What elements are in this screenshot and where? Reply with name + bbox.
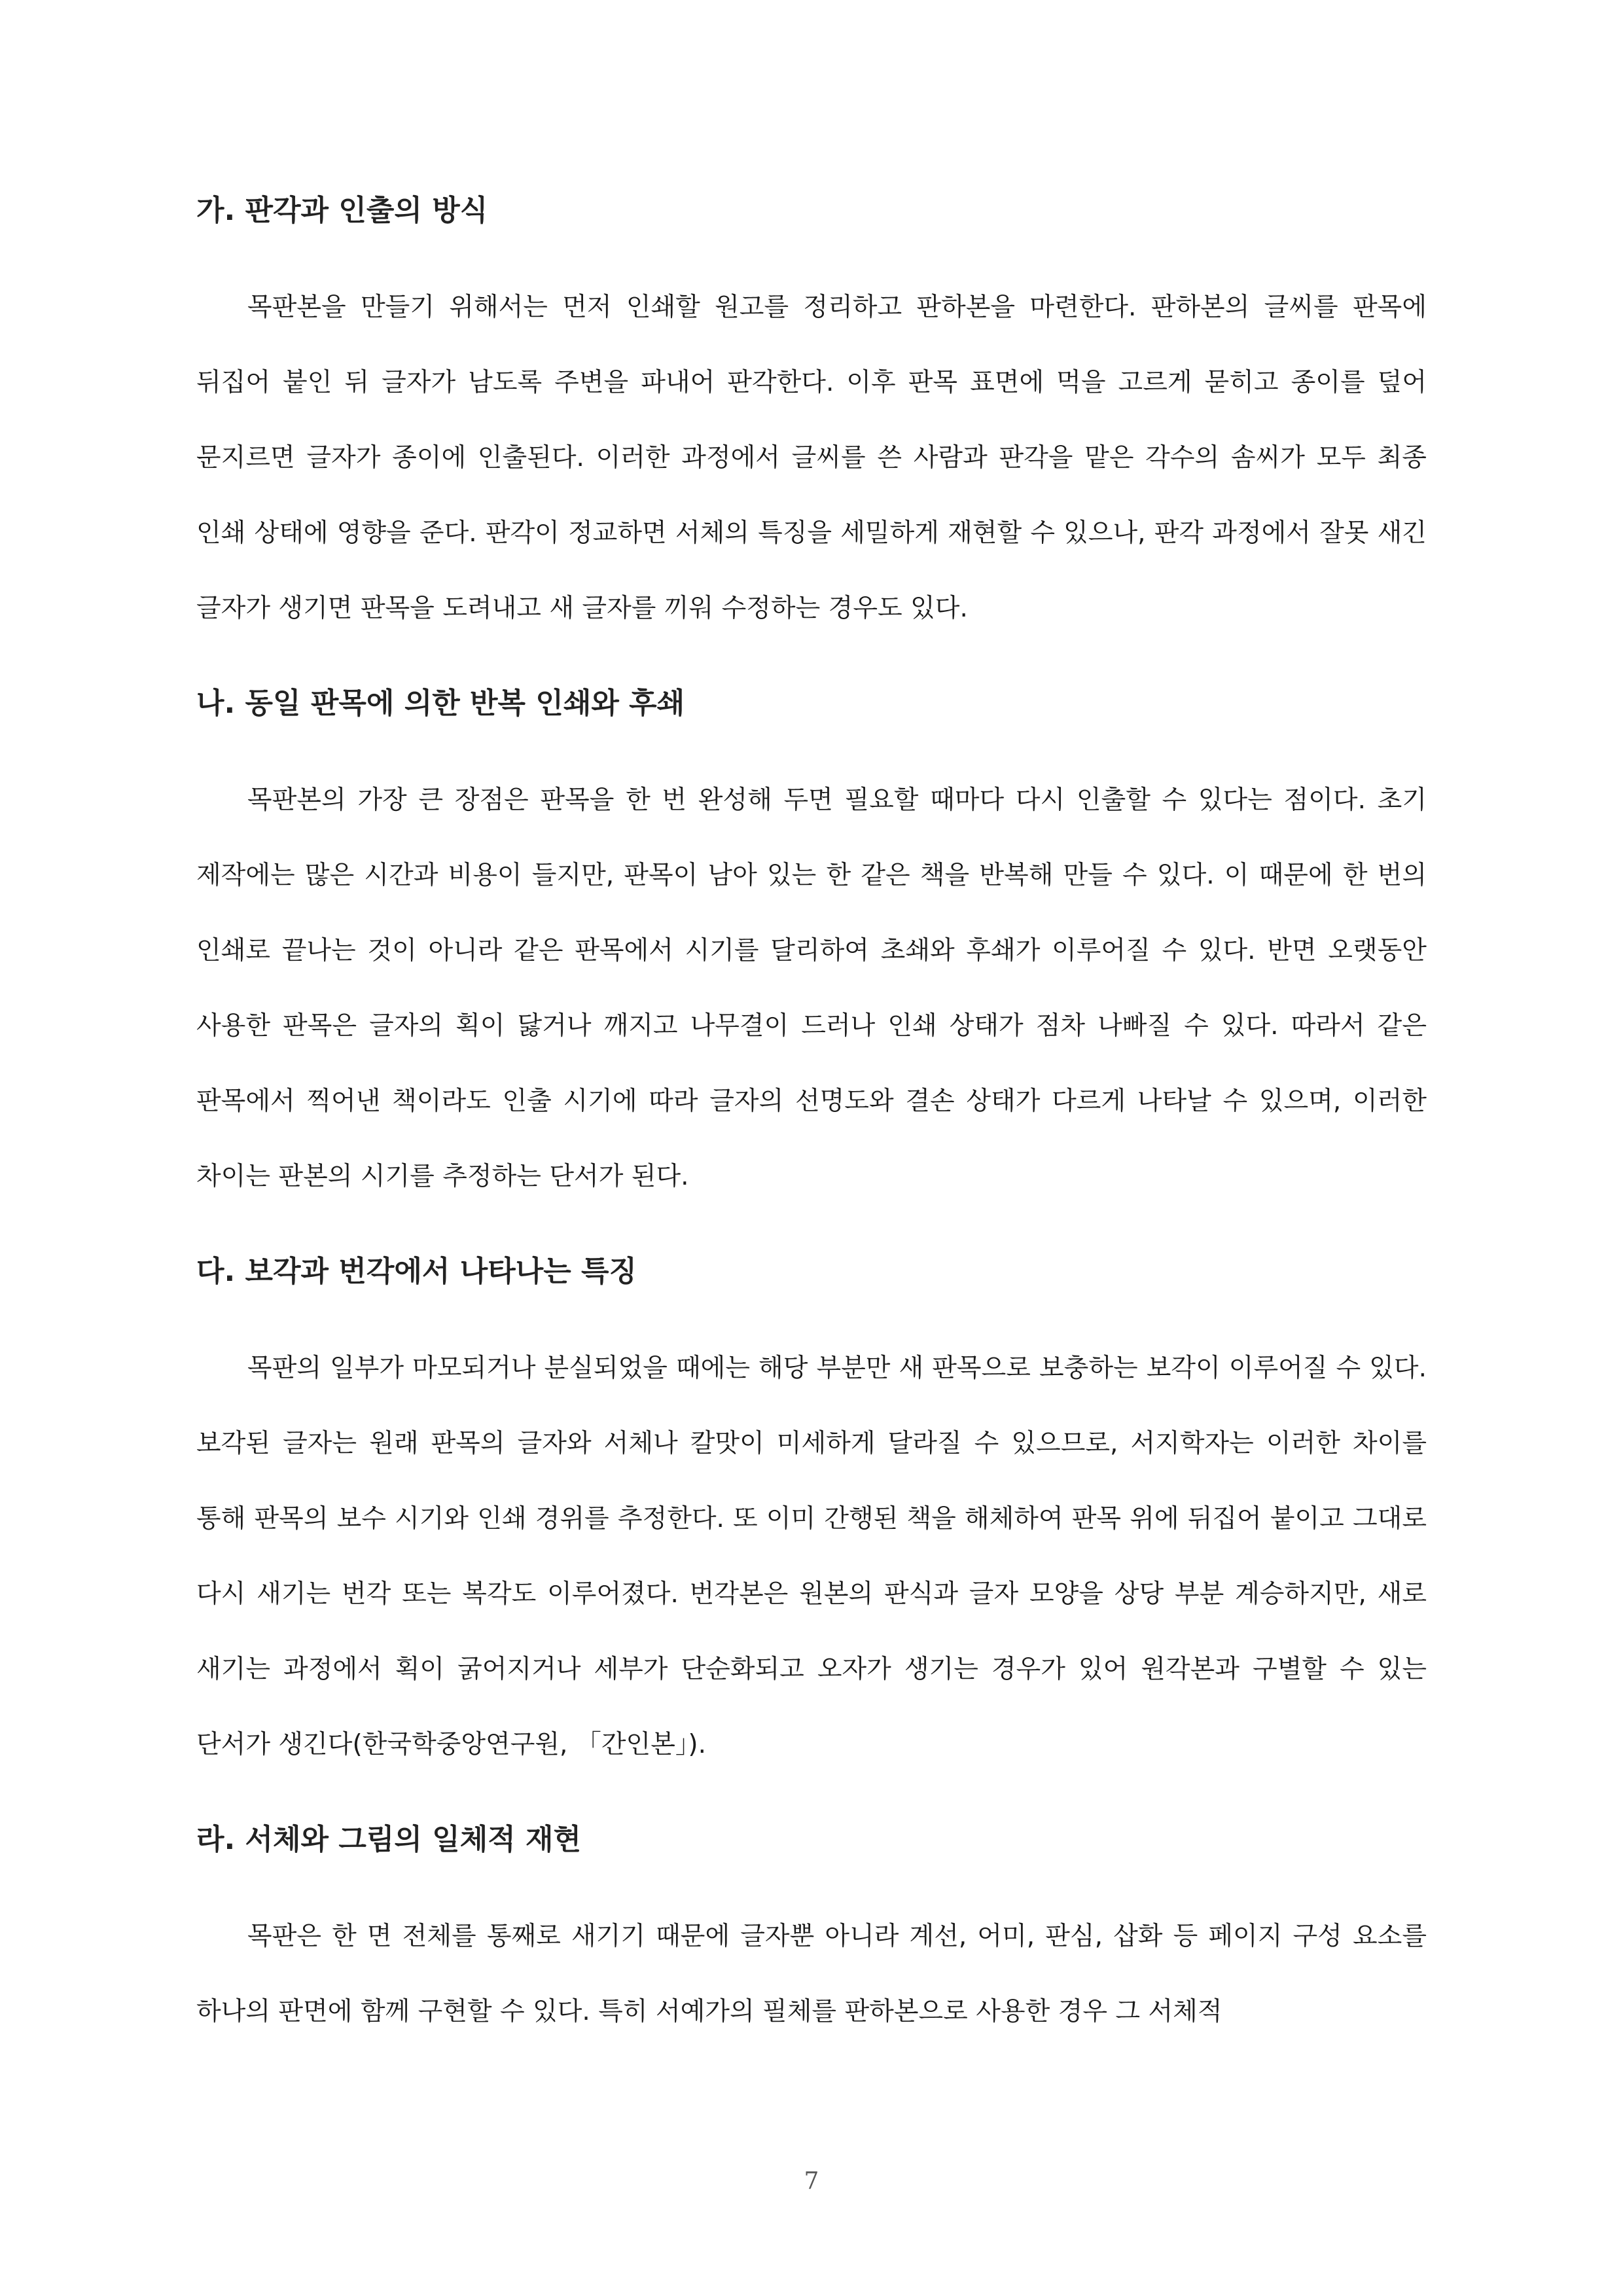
section-paragraph-ga: 목판본을 만들기 위해서는 먼저 인쇄할 원고를 정리하고 판하본을 마련한다. 판하본의 글씨를 판목에 뒤집어 붙인 뒤 글자가 남도록 주변을 파내어 판각한다. 이후 판목 표면에 먹을 고르게 묻히고 종이를 덮어 문지르면 글자가 종이에 인출된다. 이러한 과정에서 글씨를 쓴 사람과 판각을 맡은 각수의 솜씨가 모두 최종 인쇄 상태에 영향을 준다. 판각이 정교하면 서체의 특징을 세밀하게 재현할 수 있으나, 판각 과정에서 잘못 새긴 글자가 생기면 판목을 도려내고 새 글자를 끼워 수정하는 경우도 있다.	[196, 293, 1427, 623]
section-heading-ra: 라. 서체와 그림의 일체적 재현	[196, 1823, 582, 1856]
section-heading-da: 다. 보각과 번각에서 나타나는 특징	[196, 1255, 637, 1288]
section-paragraph-na: 목판본의 가장 큰 장점은 판목을 한 번 완성해 두면 필요할 때마다 다시 인출할 수 있다는 점이다. 초기 제작에는 많은 시간과 비용이 들지만, 판목이 남아 있는 한 같은 책을 반복해 만들 수 있다. 이 때문에 한 번의 인쇄로 끝나는 것이 아니라 같은 판목에서 시기를 달리하여 초쇄와 후쇄가 이루어질 수 있다. 반면 오랫동안 사용한 판목은 글자의 획이 닳거나 깨지고 나무결이 드러나 인쇄 상태가 점차 나빠질 수 있다. 따라서 같은 판목에서 찍어낸 책이라도 인출 시기에 따라 글자의 선명도와 결손 상태가 다르게 나타날 수 있으며, 이러한 차이는 판본의 시기를 추정하는 단서가 된다.	[196, 785, 1427, 1191]
section-paragraph-ra: 목판은 한 면 전체를 통째로 새기기 때문에 글자뿐 아니라 계선, 어미, 판심, 삽화 등 페이지 구성 요소를 하나의 판면에 함께 구현할 수 있다. 특히 서예가의 필체를 판하본으로 사용한 경우 그 서체적	[196, 1922, 1427, 2026]
section-paragraph-da: 목판의 일부가 마모되거나 분실되었을 때에는 해당 부분만 새 판목으로 보충하는 보각이 이루어질 수 있다. 보각된 글자는 원래 판목의 글자와 서체나 칼맛이 미세하게 달라질 수 있으므로, 서지학자는 이러한 차이를 통해 판목의 보수 시기와 인쇄 경위를 추정한다. 또 이미 간행된 책을 해체하여 판목 위에 뒤집어 붙이고 그대로 다시 새기는 번각 또는 복각도 이루어졌다. 번각본은 원본의 판식과 글자 모양을 상당 부분 계승하지만, 새로 새기는 과정에서 획이 굵어지거나 세부가 단순화되고 오자가 생기는 경우가 있어 원각본과 구별할 수 있는 단서가 생긴다(한국학중앙연구원, 「간인본」).	[196, 1354, 1427, 1759]
section-heading-ga: 가. 판각과 인출의 방식	[196, 194, 488, 227]
page-number: 7	[804, 2168, 819, 2195]
document-page	[196, 183, 1427, 2049]
section-heading-na: 나. 동일 판목에 의한 반복 인쇄와 후쇄	[196, 687, 685, 720]
